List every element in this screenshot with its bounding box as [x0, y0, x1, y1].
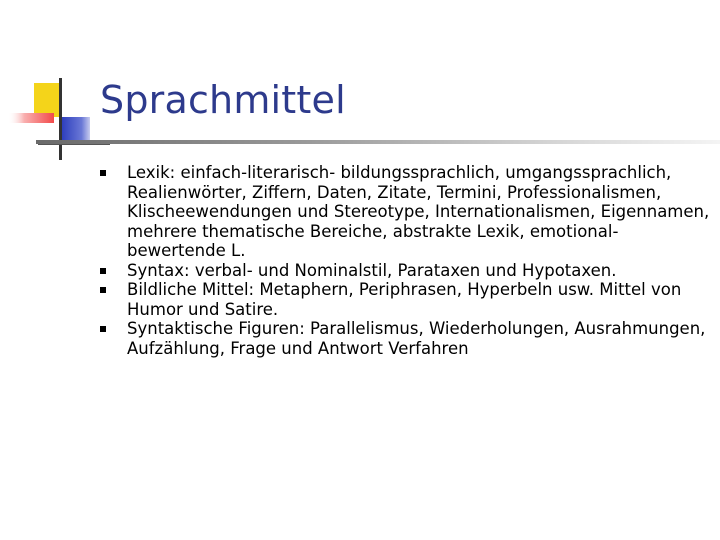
bullet-text: Syntax: verbal- und Nominalstil, Parataxen und Hypotaxen. — [127, 260, 617, 280]
bullet-item — [100, 280, 712, 319]
bullet-list — [100, 163, 712, 358]
slide-title: Sprachmittel — [100, 78, 346, 122]
square-bullet-icon — [100, 326, 106, 332]
colored-squares-logo-icon — [0, 0, 110, 170]
square-bullet-icon — [100, 268, 106, 274]
square-bullet-icon — [100, 287, 106, 293]
bullet-text: Bildliche Mittel: Metaphern, Periphrasen, Hyperbeln usw. Mittel von Humor und Satire. — [127, 280, 682, 319]
bullet-text: Syntaktische Figuren: Parallelismus, Wiederholungen, Ausrahmungen, Aufzählung, Frage und Antwort Verfahren — [127, 319, 706, 358]
bullet-item — [100, 319, 712, 358]
bullet-item — [100, 163, 712, 261]
title-divider — [36, 140, 720, 144]
bullet-item — [100, 261, 712, 281]
bullet-text: Lexik: einfach-literarisch- bildungssprachlich, umgangssprachlich, Realienwörter, Ziffern, Daten, Zitate, Termini, Professionalismen, Klischeewendungen und Stereotype, Internationalismen, Eigennamen, mehrere thematische Bereiche, abstrakte Lexik, emotional-bewertende L. — [127, 163, 710, 260]
square-bullet-icon — [100, 170, 106, 176]
